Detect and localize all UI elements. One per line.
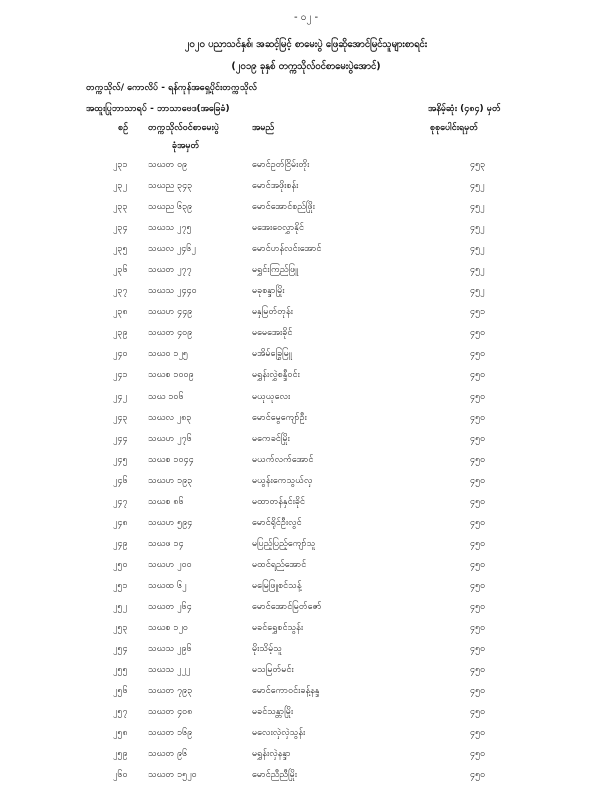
table-row: [0, 176, 612, 197]
total-marks: ၄၅၀: [470, 412, 486, 423]
total-marks: ၄၅၁: [470, 307, 486, 318]
roll-number: သဃတ ၁၆၉: [148, 728, 193, 739]
results-table: [0, 155, 612, 786]
roll-number: သဃဟ ၅၉၄: [148, 517, 193, 528]
total-marks: ၄၅၀: [470, 749, 486, 760]
row-number: ၂၄၉: [113, 538, 128, 549]
row-number: ၂၃၅: [113, 244, 128, 255]
row-number: ၂၄၀: [113, 349, 128, 360]
table-row: [0, 639, 612, 660]
table-row: [0, 344, 612, 365]
roll-number: သဃတ ၇၉၃: [148, 686, 193, 697]
total-marks: ၄၅၂: [470, 181, 485, 192]
table-row: [0, 534, 612, 555]
page-number: - ၀၂ -: [293, 12, 319, 23]
student-name: မအေးဝေလွှာနိုင်: [252, 223, 304, 234]
row-number: ၂၄၂: [113, 391, 127, 402]
min-marks-line: အနိမ့်ဆုံး (၄၈၄) မှတ်: [428, 104, 501, 114]
roll-number: သဃဟ ၂၇၆: [148, 433, 192, 444]
roll-number: သဃ၀ ၁၂၅: [148, 349, 188, 360]
total-marks: ၄၅၀: [470, 559, 486, 570]
total-marks: ၄၅၀: [470, 728, 486, 739]
row-number: ၂၄၄: [113, 433, 128, 444]
row-number: ၂၅၉: [113, 749, 128, 760]
row-number: ၂၃၁: [113, 160, 128, 170]
table-row: [0, 197, 612, 218]
roll-number: သဃထ ၆၂: [148, 580, 187, 591]
total-marks: ၄၅၀: [470, 328, 486, 339]
total-marks: ၄၅၀: [470, 475, 486, 486]
table-row: [0, 302, 612, 323]
roll-number: သဃည ၃၄၃: [148, 181, 193, 192]
row-number: ၂၄၅: [113, 454, 128, 465]
total-marks: ၄၅၀: [470, 707, 486, 718]
table-row: [0, 471, 612, 492]
row-number: ၂၅၇: [113, 707, 128, 718]
student-name: မအိမ်ခြွေမြူ: [252, 349, 292, 360]
student-name: မောင်ကောဝင်းခန့်နန္ဒ: [252, 686, 320, 697]
roll-number: သဃတ ၁၅၂၀: [148, 770, 197, 781]
roll-number: သဃသ ၂၂၂: [148, 665, 191, 676]
table-row: [0, 597, 612, 618]
total-marks: ၄၅၀: [470, 644, 486, 655]
student-name: မထင်ရည်အောင်: [252, 559, 307, 570]
table-row: [0, 260, 612, 281]
row-number: ၂၃၄: [113, 223, 128, 234]
document-title: ၂၀၂၀ ပညာသင်နှစ်၊ အဆင့်မြင့် စာမေးပွဲ ဖြေဆိုအောင်မြင်သူများစာရင်း: [184, 39, 428, 50]
total-marks: ၄၅၀: [470, 496, 486, 507]
student-name: မကေခင်မြိုး: [252, 433, 290, 444]
total-marks: ၄၅၀: [470, 580, 486, 591]
roll-number: သဃဟ ၁၉၃: [148, 475, 193, 486]
roll-number: သဃစ ၁၀၀၉: [148, 370, 194, 381]
student-name: မမေအေးခိုင်: [252, 328, 293, 339]
header-roll-line2: ခုံအမှတ်: [172, 141, 200, 151]
row-number: ၂၃၇: [113, 286, 128, 297]
table-row: [0, 492, 612, 513]
roll-number: သဃဟ ၂၀၀: [148, 559, 192, 570]
roll-number: သဃလ ၂၄၆၂: [148, 244, 196, 255]
total-marks: ၄၅၀: [470, 433, 486, 444]
roll-number: သဃတ ၂၆၄: [148, 601, 192, 612]
roll-number: သဃတ ၄၀၉: [148, 328, 193, 339]
roll-number: သဃတ ၄၀၈: [148, 707, 193, 718]
student-name: မရွှန်းလှဲနန္ဒာ: [252, 749, 291, 760]
row-number: ၂၄၃: [113, 412, 128, 423]
roll-number: သဃစ ၁၂၀: [148, 623, 188, 634]
row-number: ၂၅၅: [113, 665, 128, 676]
table-row: [0, 618, 612, 639]
row-number: ၂၅၈: [113, 728, 128, 739]
student-name: မယက်လက်အောင်: [252, 454, 314, 465]
header-no: စဉ်: [118, 123, 129, 133]
total-marks: ၄၅၀: [470, 349, 486, 360]
roll-number: သဃည ၆၃၉: [148, 202, 193, 213]
row-number: ၂၃၆: [113, 265, 128, 276]
header-name: အမည်: [252, 123, 275, 133]
row-number: ၂၄၁: [113, 370, 128, 381]
total-marks: ၄၅၂: [470, 265, 485, 276]
row-number: ၂၄၈: [113, 517, 128, 528]
roll-number: သဃသ ၂၄၄၀: [148, 286, 197, 297]
student-name: မခင်ရွှေစင်သွန်း: [252, 623, 304, 634]
student-name: မောင်အောင်မြတ်ဇော်: [252, 601, 322, 612]
table-row: [0, 681, 612, 702]
student-name: မမြေဖြူစင်သန့်: [252, 580, 302, 591]
total-marks: ၄၅၀: [470, 370, 486, 381]
row-number: ၂၅၁: [113, 580, 128, 591]
table-row: [0, 155, 612, 176]
student-name: မောင်မွေကျော်ဦး: [252, 412, 307, 423]
total-marks: ၄၅၀: [470, 517, 486, 528]
row-number: ၂၅၆: [113, 686, 128, 697]
total-marks: ၄၅၂: [470, 223, 485, 234]
roll-number: သဃသ ၂၉၆: [148, 644, 192, 655]
total-marks: ၄၅၀: [470, 391, 486, 402]
total-marks: ၄၅၂: [470, 244, 485, 255]
total-marks: ၄၅၀: [470, 538, 486, 549]
student-name: မလေးလှဲလှဲသွန်း: [252, 728, 306, 739]
table-row: [0, 555, 612, 576]
table-row: [0, 218, 612, 239]
total-marks: ၄၅၀: [470, 665, 486, 676]
header-roll: တက္ကသိုလ်ဝင်စာမေးပွဲ: [148, 123, 219, 133]
table-row: [0, 660, 612, 681]
university-line: တက္ကသိုလ်/ ကောလိပ် - ရန်ကုန်အရှေ့ပိုင်းတက္ကသိုလ်: [86, 83, 257, 93]
roll-number: သဃတ ၉၆: [148, 749, 188, 760]
roll-number: သဃဖ ၁၄: [148, 538, 184, 549]
table-row: [0, 513, 612, 534]
student-name: မောင်ရိုင်ဦးလွင်: [252, 517, 302, 528]
row-number: ၂၃၈: [113, 307, 128, 318]
total-marks: ၄၅၀: [470, 601, 486, 612]
table-row: [0, 429, 612, 450]
student-name: မောင်ဟန်လင်းအောင်: [252, 244, 322, 255]
table-row: [0, 408, 612, 429]
table-row: [0, 450, 612, 471]
row-number: ၂၆၀: [113, 770, 128, 781]
student-name: မောင်အဖိုးစန်း: [252, 181, 299, 192]
student-name: မောင်အောင်စည်ဖြိုး: [252, 202, 315, 213]
row-number: ၂၃၃: [113, 202, 128, 213]
student-name: မရွှန်းလွှဲစန္ဒီဝင်း: [252, 370, 300, 381]
total-marks: ၄၅၂: [470, 202, 485, 213]
roll-number: သဃတ ၂၇၇: [148, 265, 192, 276]
student-name: မိုးသိမ့်သူ: [252, 644, 282, 655]
student-name: မရွှင်းကြည်ဖြူ: [252, 265, 298, 276]
student-name: မောင်ဥတ်ငြိမ်းတိုး: [252, 160, 310, 170]
student-name: မခင်သန္တာမြိုး: [252, 707, 294, 718]
student-name: မောင်ညီညီမြိုး: [252, 770, 298, 781]
document-subtitle: (၂၀၁၉ ခုနှစ် တက္ကသိုလ်ဝင်စာမေးပွဲအောင်): [231, 61, 381, 72]
row-number: ၂၄၇: [113, 496, 128, 507]
student-name: မထာတန်နှင်းခိုင်: [252, 496, 305, 507]
student-name: မသမြတ်မင်း: [252, 665, 294, 676]
student-name: မနှမြတ်တုန်း: [252, 307, 293, 318]
row-number: ၂၅၄: [113, 644, 128, 655]
total-marks: ၄၅၀: [470, 623, 486, 634]
table-row: [0, 702, 612, 723]
table-row: [0, 723, 612, 744]
student-name: မယွန်းကေသွယ်လှ: [252, 475, 313, 486]
total-marks: ၄၅၃: [470, 160, 486, 170]
table-row: [0, 576, 612, 597]
student-name: မပြည့်ပြည့်ကျော်သူ: [252, 538, 316, 549]
table-row: [0, 281, 612, 302]
roll-number: သဃတ ၀၉: [148, 160, 188, 170]
total-marks: ၄၅၂: [470, 286, 485, 297]
roll-number: သဃစ ၈၆: [148, 496, 184, 507]
student-name: မယုယုလေး: [252, 391, 291, 402]
roll-number: သဃသ ၂၇၅: [148, 223, 192, 234]
table-row: [0, 387, 612, 408]
roll-number: သဃစ ၁၀၄၄: [148, 454, 194, 465]
total-marks: ၄၅၀: [470, 770, 486, 781]
total-marks: ၄၅၀: [470, 686, 486, 697]
row-number: ၂၄၆: [113, 475, 128, 486]
row-number: ၂၅၃: [113, 623, 128, 634]
row-number: ၂၅၂: [113, 601, 127, 612]
table-row: [0, 239, 612, 260]
roll-number: သဃလ ၂၈၃: [148, 412, 192, 423]
total-marks: ၄၅၀: [470, 454, 486, 465]
table-row: [0, 323, 612, 344]
roll-number: သဃ ၁၀၆: [148, 391, 184, 402]
row-number: ၂၃၂: [113, 181, 127, 192]
table-row: [0, 744, 612, 765]
roll-number: သဃဟ ၄၄၉: [148, 307, 193, 318]
header-marks: စုစုပေါင်းရမှတ်: [430, 123, 479, 133]
student-name: မခုစန္ဒာမြိုး: [252, 286, 285, 297]
table-row: [0, 365, 612, 386]
row-number: ၂၅၀: [113, 559, 128, 570]
major-line: အထူးပြုဘာသာရပ် - ဘာသာဗေဒ(အခြေခံ): [86, 104, 230, 114]
row-number: ၂၃၉: [113, 328, 128, 339]
table-row: [0, 765, 612, 786]
